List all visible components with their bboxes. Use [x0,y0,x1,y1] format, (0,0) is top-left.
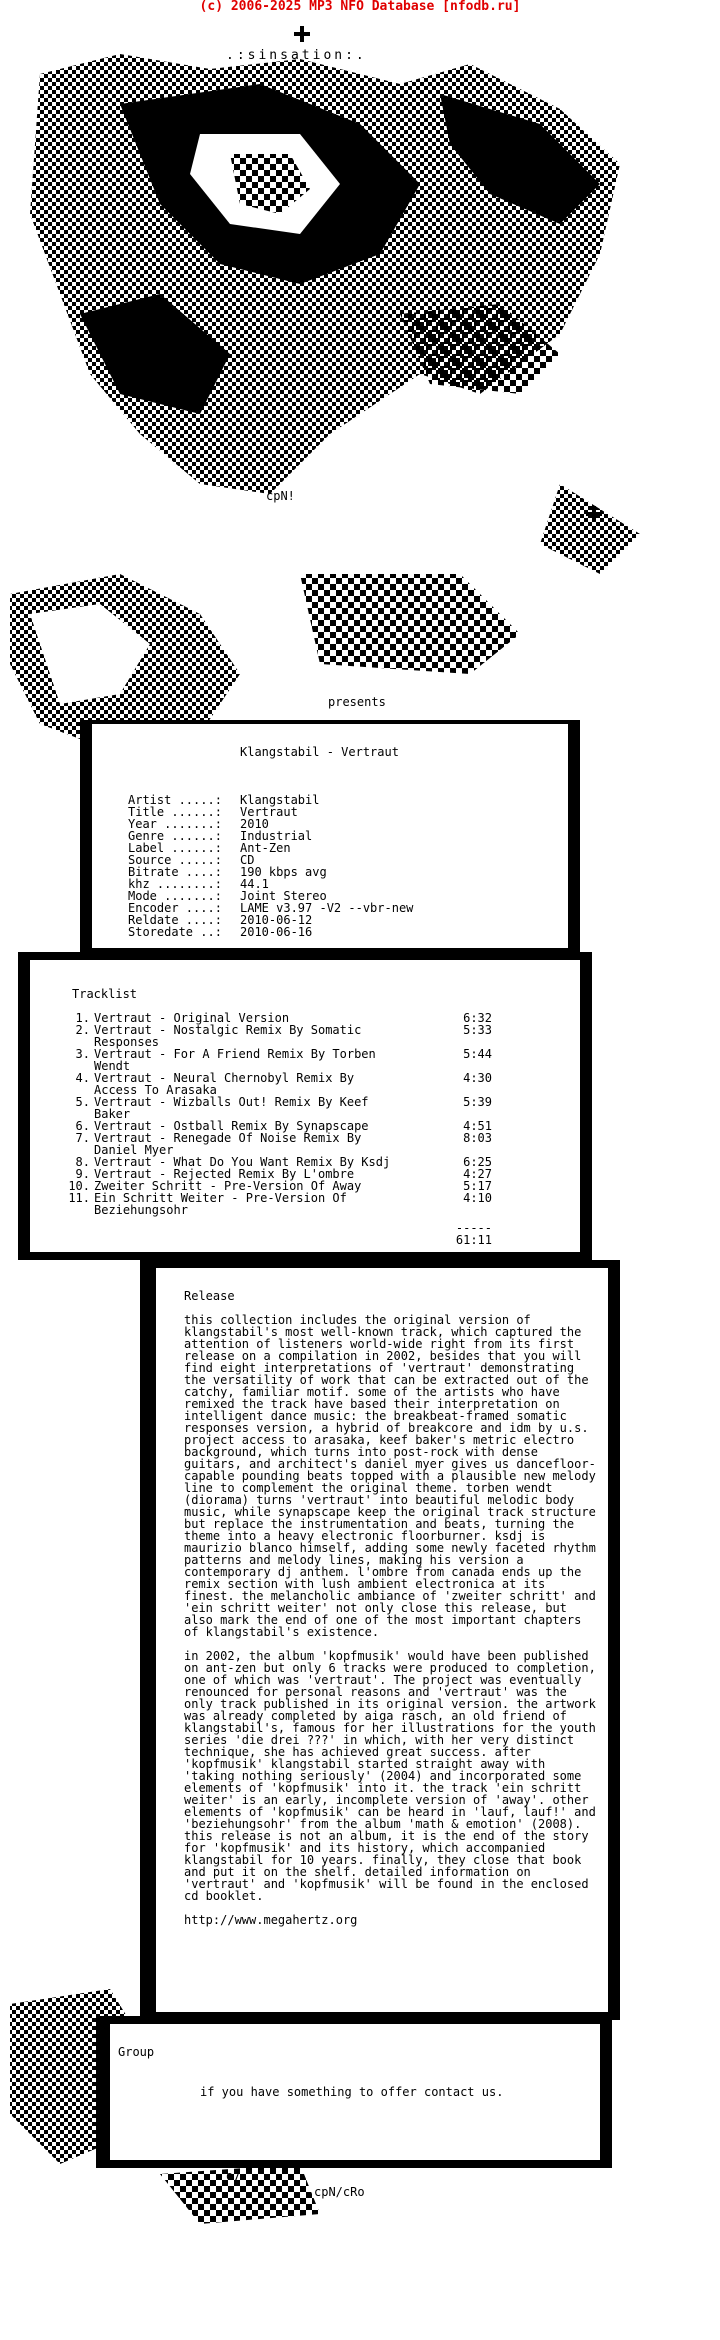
site-header: (c) 2006-2025 MP3 NFO Database [nfodb.ru] [199,0,521,14]
track-row: 1. Vertraut - Original Version 6:32 [75,1011,492,1025]
presents-label: presents [328,695,386,709]
info-row: Bitrate ....: 190 kbps avg [128,865,327,879]
info-row: Source .....: CD [128,853,255,867]
tracklist-heading: Tracklist [72,987,138,1001]
info-row: Encoder ....: LAME v3.97 -V2 --vbr-new [128,901,414,915]
track-row: 2. Vertraut - Nostalgic Remix By Somatic Responses 5:33 [75,1023,492,1049]
group-name: .:sinsation:. [226,48,367,63]
info-row: Storedate ..: 2010-06-16 [128,925,313,939]
footer-credit: cpN/cRo [314,2185,365,2199]
release-heading: Release [184,1289,235,1303]
release-paragraph: in 2002, the album 'kopfmusik' would have been published on ant-zen but only 6 tracks were produced to completion, one of which was 'vertraut'. The project was eventually renounced for personal reasons and 'vertraut' was the only track published in its original version. the artwork was already completed by aiga rasch, an old friend of klangstabil's, famous for her illustrations for the youth series 'die drei ???' in which, with her very distinct technique, she has achieved great success. after 'kopfmusik' klangstabil started straight away with 'taking nothing seriously' (2004) and incorporated some elements of 'kopfmusik' into it. the track 'ein schritt weiter' is an early, incomplete version of 'away'. other elements of 'kopfmusik' can be heard in 'lauf, lauf!' and 'beziehungsohr' from the album 'math & emotion' (2008). this release is not an album, it is the end of the story for 'kopfmusik' and its history, which accompanied klangstabil for 10 years. finally, they close that book and put it on the shelf. detailed information on 'vertraut' and 'kopfmusik' will be found in the enclosed cd booklet. [184,1649,596,1903]
release-title: Klangstabil - Vertraut [240,745,399,759]
info-row: khz ........: 44.1 [128,877,269,891]
tracklist [60,1011,492,1247]
info-row: Title ......: Vertraut [128,805,298,819]
track-row: 7. Vertraut - Renegade Of Noise Remix By Daniel Myer 8:03 [75,1131,492,1157]
release-text [184,1314,596,1938]
info-table [128,794,548,938]
info-row: Artist .....: Klangstabil [128,793,320,807]
track-row: 11. Ein Schritt Weiter - Pre-Version Of Beziehungsohr 4:10 [68,1191,492,1217]
group-heading: Group [118,2045,155,2059]
footer-year: o7 [226,2169,241,2183]
group-text: if you have something to offer contact us. [200,2085,504,2099]
info-row: Reldate ....: 2010-06-12 [128,913,313,927]
track-row: 5. Vertraut - Wizballs Out! Remix By Keef Baker 5:39 [75,1095,492,1121]
total-rule: ----- [455,1221,492,1235]
track-row: 10. Zweiter Schritt - Pre-Version Of Away 5:17 [68,1179,492,1193]
track-row: 8. Vertraut - What Do You Want Remix By Ksdj 6:25 [75,1155,492,1169]
track-row: 4. Vertraut - Neural Chernobyl Remix By Access To Arasaka 4:30 [75,1071,492,1097]
info-row: Label ......: Ant-Zen [128,841,291,855]
total-time: 61:11 [455,1233,492,1247]
total-row [60,1234,492,1246]
track-row: 3. Vertraut - For A Friend Remix By Torben Wendt 5:44 [75,1047,492,1073]
artist-tag: cpN! [266,489,295,503]
release-url: http://www.megahertz.org [184,1913,358,1927]
info-row: Year .......: 2010 [128,817,269,831]
track-row: 9. Vertraut - Rejected Remix By L'ombre 4:27 [75,1167,492,1181]
info-row: Genre ......: Industrial [128,829,313,843]
info-row: Mode .......: Joint Stereo [128,889,327,903]
total-rule-row [60,1222,492,1234]
track-row: 6. Vertraut - Ostball Remix By Synapscape 4:51 [75,1119,492,1133]
release-paragraph: this collection includes the original version of klangstabil's most well-known track, which captured the attention of listeners world-wide right from its first release on a compilation in 2002, besides that you will find eight interpretations of 'vertraut' demonstrating the versatility of work that can be extracted out of the catchy, familiar motif. some of the artists who have remixed the track have based their interpretation on intelligent dance music: the breakbeat-framed somatic responses version, a hybrid of breakcore and idm by u.s. project access to arasaka, keef baker's metric electro background, which turns into post-rock with dense guitars, and architect's daniel myer gives us dancefloor-capable pounding beats topped with a plausible new melody line to complement the original theme. torben wendt (diorama) turns 'vertraut' into beautiful melodic body music, while synapscape keep the original track structure but replace the instrumentation and beats, turning the theme into a heavy electronic floorburner. ksdj is maurizio blanco himself, adding some newly faceted rhythm patterns and melody lines, making his version a contemporary dj anthem. l'ombre from canada ends up the remix section with lush ambient electronica at its finest. the melancholic ambiance of 'zweiter schritt' and 'ein schritt weiter' not only close this release, but also mark the end of one of the most important chapters of klangstabil's existence. [184,1313,596,1639]
